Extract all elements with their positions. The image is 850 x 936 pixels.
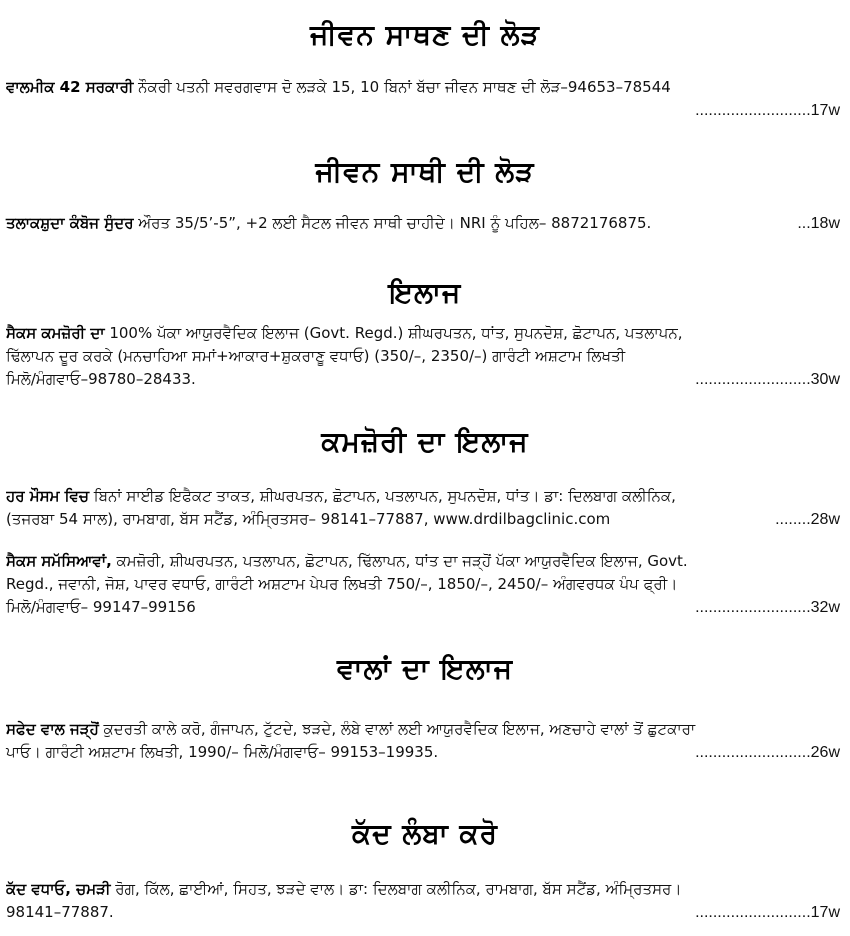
ad-text-line bbox=[6, 212, 840, 235]
ad-rate: ..........................17w bbox=[695, 102, 840, 119]
ad-lead: ਤਲਾਕਸ਼ੁਦਾ ਕੰਬੋਜ ਸੁੰਦਰ bbox=[6, 214, 134, 232]
ad-lead: ਸੈਕਸ ਸਮੱਸਿਆਵਾਂ, bbox=[6, 552, 112, 570]
ad-text-line bbox=[6, 596, 840, 619]
ad-lead: ਹਰ ਮੌਸਮ ਵਿਚ bbox=[6, 487, 90, 505]
ad-text-line: Regd., ਜਵਾਨੀ, ਜੋਸ਼, ਪਾਵਰ ਵਧਾਓ, ਗਾਰੰਟੀ ਅਸ਼ਟਾਮ ਪੇਪਰ ਲਿਖਤੀ 750/–, 1850/–, 2450/– ਅੰਗਵਰਧਕ ਪੰਪ ਫ੍ਰੀ। bbox=[6, 575, 678, 593]
ad-body: ਔਰਤ 35/5’-5”, +2 ਲਈ ਸੈਟਲ ਜੀਵਨ ਸਾਥੀ ਚਾਹੀਦੇ। NRI ਨੂੰ ਪਹਿਲ– 8872176875. bbox=[133, 214, 652, 232]
classified-ad bbox=[6, 322, 840, 391]
section-heading-height-increase: ਕੱਦ ਲੰਬਾ ਕਰੋ bbox=[352, 817, 498, 850]
classified-ad bbox=[6, 718, 840, 764]
section-heading-treatment: ਇਲਾਜ bbox=[388, 276, 462, 309]
ad-body: ਨੌਕਰੀ ਪਤਨੀ ਸਵਰਗਵਾਸ ਦੋ ਲੜਕੇ 15, 10 ਬਿਨਾਂ ਬੱਚਾ ਜੀਵਨ ਸਾਥਣ ਦੀ ਲੋੜ–94653–78544 bbox=[133, 78, 671, 96]
ad-text-line bbox=[6, 901, 840, 924]
ad-text-line bbox=[6, 485, 840, 508]
ad-text-line bbox=[6, 878, 840, 901]
ad-contact: ਮਿਲੋ/ਮੰਗਵਾਓ–98780–28433. bbox=[6, 370, 196, 388]
ad-text-line: ਢਿੱਲਾਪਨ ਦੂਰ ਕਰਕੇ (ਮਨਚਾਹਿਆ ਸਮਾਂ+ਆਕਾਰ+ਸ਼ੁਕਰਾਣੂ ਵਧਾਓ) (350/–, 2350/–) ਗਾਰੰਟੀ ਅਸ਼ਟਾਮ ਲਿਖਤੀ bbox=[6, 347, 626, 365]
classified-ad bbox=[6, 485, 840, 531]
classified-ad bbox=[6, 878, 840, 924]
ad-rate: ...18w bbox=[797, 215, 840, 232]
ad-rate: ..........................32w bbox=[695, 599, 840, 616]
ad-rate: ..........................30w bbox=[695, 371, 840, 388]
section-heading-hair-treatment: ਵਾਲਾਂ ਦਾ ਇਲਾਜ bbox=[337, 652, 513, 685]
ad-rate: ..........................17w bbox=[695, 904, 840, 921]
ad-body: ਰੋਗ, ਕਿੱਲ, ਛਾਈਆਂ, ਸਿਹਤ, ਝੜਦੇ ਵਾਲ। ਡਾ: ਦਿਲਬਾਗ ਕਲੀਨਿਕ, ਰਾਮਬਾਗ, ਬੱਸ ਸਟੈਂਡ, ਅੰਮ੍ਰਿਤਸਰ। bbox=[110, 880, 682, 898]
ad-text-line bbox=[6, 76, 840, 99]
ad-body: ਬਿਨਾਂ ਸਾਈਡ ਇਫੈਕਟ ਤਾਕਤ, ਸ਼ੀਘਰਪਤਨ, ਛੋਟਾਪਨ, ਪਤਲਾਪਨ, ਸੁਪਨਦੋਸ਼, ਧਾਂਤ। ਡਾ: ਦਿਲਬਾਗ ਕਲੀਨਿਕ, bbox=[89, 487, 676, 505]
ad-body: ਕਮਜ਼ੋਰੀ, ਸ਼ੀਘਰਪਤਨ, ਪਤਲਾਪਨ, ਛੋਟਾਪਨ, ਢਿੱਲਾਪਨ, ਧਾਂਤ ਦਾ ਜੜ੍ਹੋਂ ਪੱਕਾ ਆਯੁਰਵੈਦਿਕ ਇਲਾਜ, Govt. bbox=[111, 552, 688, 570]
ad-text-line bbox=[6, 508, 840, 531]
ad-rate: ........28w bbox=[775, 511, 840, 528]
classified-ad bbox=[6, 212, 840, 235]
classified-ad bbox=[6, 76, 840, 122]
ad-contact: ਮਿਲੋ/ਮੰਗਵਾਓ– 99147–99156 bbox=[6, 598, 196, 616]
ad-text-line bbox=[6, 322, 840, 345]
ad-text-line bbox=[6, 550, 840, 573]
ad-lead: ਕੱਦ ਵਧਾਓ, ਚਮੜੀ bbox=[6, 880, 111, 898]
ad-lead: ਸੈਕਸ ਕਮਜ਼ੋਰੀ ਦਾ bbox=[6, 324, 105, 342]
ad-body: 100% ਪੱਕਾ ਆਯੁਰਵੈਦਿਕ ਇਲਾਜ (Govt. Regd.) ਸ਼ੀਘਰਪਤਨ, ਧਾਂਤ, ਸੁਪਨਦੋਸ਼, ਛੋਟਾਪਨ, ਪਤਲਾਪਨ, bbox=[104, 324, 683, 342]
ad-text-line bbox=[6, 741, 840, 764]
section-heading-bride-wanted: ਜੀਵਨ ਸਾਥਣ ਦੀ ਲੋੜ bbox=[310, 18, 540, 51]
ad-body: ਕੁਦਰਤੀ ਕਾਲੇ ਕਰੋ, ਗੰਜਾਪਨ, ਟੁੱਟਦੇ, ਝੜਦੇ, ਲੰਬੇ ਵਾਲਾਂ ਲਈ ਆਯੁਰਵੈਦਿਕ ਇਲਾਜ, ਅਣਚਾਹੇ ਵਾਲਾਂ ਤੋਂ ਛੁਟਕਾਰਾ bbox=[98, 720, 696, 738]
classified-ad bbox=[6, 550, 840, 619]
ad-contact: 98141–77887. bbox=[6, 903, 114, 921]
ad-lead: ਵਾਲਮੀਕ 42 ਸਰਕਾਰੀ bbox=[6, 78, 134, 96]
ad-text-line bbox=[6, 718, 840, 741]
ad-rate: ..........................26w bbox=[695, 744, 840, 761]
ad-text-line bbox=[6, 368, 840, 391]
section-heading-groom-wanted: ਜੀਵਨ ਸਾਥੀ ਦੀ ਲੋੜ bbox=[315, 155, 535, 188]
ad-lead: ਸਫੇਦ ਵਾਲ ਜੜ੍ਹੋਂ bbox=[6, 720, 99, 738]
ad-contact: (ਤਜਰਬਾ 54 ਸਾਲ), ਰਾਮਬਾਗ, ਬੱਸ ਸਟੈਂਡ, ਅੰਮ੍ਰਿਤਸਰ– 98141–77887, www.drdilbagclinic.com bbox=[6, 510, 611, 528]
section-heading-weakness-treatment: ਕਮਜ਼ੋਰੀ ਦਾ ਇਲਾਜ bbox=[321, 425, 529, 458]
ad-contact: ਪਾਓ। ਗਾਰੰਟੀ ਅਸ਼ਟਾਮ ਲਿਖਤੀ, 1990/– ਮਿਲੋ/ਮੰਗਵਾਓ– 99153–19935. bbox=[6, 743, 439, 761]
